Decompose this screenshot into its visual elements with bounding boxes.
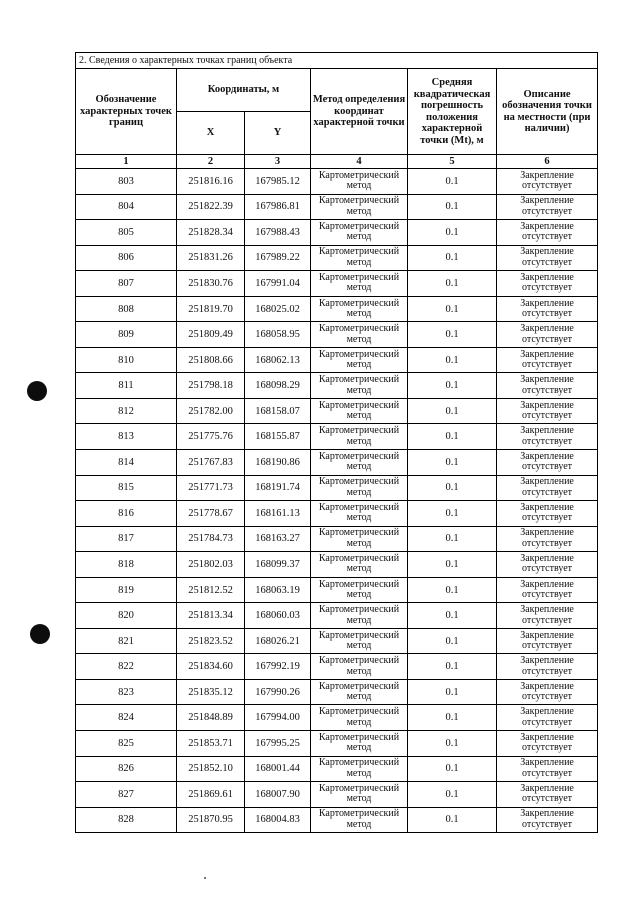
x-coordinate-cell: 251852.10 — [177, 756, 245, 782]
method-cell: Картометрический метод — [311, 603, 408, 629]
method-cell: Картометрический метод — [311, 245, 408, 271]
point-id-cell: 819 — [76, 577, 177, 603]
point-id-cell: 814 — [76, 450, 177, 476]
y-coordinate-cell: 167990.26 — [245, 679, 311, 705]
x-coordinate-cell: 251835.12 — [177, 679, 245, 705]
point-id-cell: 824 — [76, 705, 177, 731]
method-cell: Картометрический метод — [311, 373, 408, 399]
x-coordinate-cell: 251813.34 — [177, 603, 245, 629]
table-row — [76, 271, 598, 297]
y-coordinate-cell: 168191.74 — [245, 475, 311, 501]
header-x: X — [177, 112, 245, 155]
point-id-cell: 815 — [76, 475, 177, 501]
section-title: 2. Сведения о характерных точках границ объекта — [76, 53, 598, 69]
point-id-cell: 805 — [76, 220, 177, 246]
x-coordinate-cell: 251822.39 — [177, 194, 245, 220]
error-cell: 0.1 — [408, 398, 497, 424]
y-coordinate-cell: 167994.00 — [245, 705, 311, 731]
point-id-cell: 810 — [76, 347, 177, 373]
y-coordinate-cell: 168098.29 — [245, 373, 311, 399]
column-number: 3 — [245, 155, 311, 169]
x-coordinate-cell: 251771.73 — [177, 475, 245, 501]
header-error: Средняя квадратическая погрешность положения характерной точки (Mt), м — [408, 69, 497, 155]
table-row — [76, 552, 598, 578]
description-cell: Закрепление отсутствует — [497, 756, 598, 782]
point-id-cell: 823 — [76, 679, 177, 705]
method-cell: Картометрический метод — [311, 194, 408, 220]
point-id-cell: 822 — [76, 654, 177, 680]
table-row — [76, 628, 598, 654]
method-cell: Картометрический метод — [311, 679, 408, 705]
error-cell: 0.1 — [408, 577, 497, 603]
table-row — [76, 475, 598, 501]
method-cell: Картометрический метод — [311, 807, 408, 833]
error-cell: 0.1 — [408, 169, 497, 195]
x-coordinate-cell: 251834.60 — [177, 654, 245, 680]
method-cell: Картометрический метод — [311, 782, 408, 808]
description-cell: Закрепление отсутствует — [497, 271, 598, 297]
error-cell: 0.1 — [408, 475, 497, 501]
table-row — [76, 373, 598, 399]
column-number: 6 — [497, 155, 598, 169]
point-id-cell: 813 — [76, 424, 177, 450]
boundary-points-table — [75, 52, 598, 833]
method-cell: Картометрический метод — [311, 731, 408, 757]
description-cell: Закрепление отсутствует — [497, 603, 598, 629]
description-cell: Закрепление отсутствует — [497, 679, 598, 705]
method-cell: Картометрический метод — [311, 450, 408, 476]
y-coordinate-cell: 168099.37 — [245, 552, 311, 578]
error-cell: 0.1 — [408, 220, 497, 246]
table-row — [76, 731, 598, 757]
description-cell: Закрепление отсутствует — [497, 424, 598, 450]
point-id-cell: 821 — [76, 628, 177, 654]
method-cell: Картометрический метод — [311, 220, 408, 246]
error-cell: 0.1 — [408, 501, 497, 527]
table-row — [76, 705, 598, 731]
point-id-cell: 816 — [76, 501, 177, 527]
header-coordinates: Координаты, м — [177, 69, 311, 112]
description-cell: Закрепление отсутствует — [497, 194, 598, 220]
error-cell: 0.1 — [408, 424, 497, 450]
x-coordinate-cell: 251812.52 — [177, 577, 245, 603]
error-cell: 0.1 — [408, 552, 497, 578]
method-cell: Картометрический метод — [311, 526, 408, 552]
column-number-row — [76, 155, 598, 169]
y-coordinate-cell: 167992.19 — [245, 654, 311, 680]
x-coordinate-cell: 251798.18 — [177, 373, 245, 399]
y-coordinate-cell: 168190.86 — [245, 450, 311, 476]
point-id-cell: 808 — [76, 296, 177, 322]
table-row — [76, 347, 598, 373]
method-cell: Картометрический метод — [311, 756, 408, 782]
error-cell: 0.1 — [408, 782, 497, 808]
x-coordinate-cell: 251778.67 — [177, 501, 245, 527]
y-coordinate-cell: 167989.22 — [245, 245, 311, 271]
y-coordinate-cell: 167988.43 — [245, 220, 311, 246]
error-cell: 0.1 — [408, 296, 497, 322]
point-id-cell: 817 — [76, 526, 177, 552]
error-cell: 0.1 — [408, 679, 497, 705]
description-cell: Закрепление отсутствует — [497, 654, 598, 680]
table-row — [76, 501, 598, 527]
method-cell: Картометрический метод — [311, 577, 408, 603]
method-cell: Картометрический метод — [311, 347, 408, 373]
x-coordinate-cell: 251775.76 — [177, 424, 245, 450]
table-row — [76, 322, 598, 348]
method-cell: Картометрический метод — [311, 552, 408, 578]
table-row — [76, 296, 598, 322]
y-coordinate-cell: 168062.13 — [245, 347, 311, 373]
y-coordinate-cell: 168161.13 — [245, 501, 311, 527]
description-cell: Закрепление отсутствует — [497, 220, 598, 246]
y-coordinate-cell: 168001.44 — [245, 756, 311, 782]
x-coordinate-cell: 251869.61 — [177, 782, 245, 808]
error-cell: 0.1 — [408, 526, 497, 552]
x-coordinate-cell: 251853.71 — [177, 731, 245, 757]
x-coordinate-cell: 251830.76 — [177, 271, 245, 297]
x-coordinate-cell: 251823.52 — [177, 628, 245, 654]
description-cell: Закрепление отсутствует — [497, 398, 598, 424]
header-description: Описание обозначения точки на местности (при наличии) — [497, 69, 598, 155]
column-number: 5 — [408, 155, 497, 169]
x-coordinate-cell: 251828.34 — [177, 220, 245, 246]
table-row — [76, 424, 598, 450]
punch-hole — [30, 624, 50, 644]
error-cell: 0.1 — [408, 373, 497, 399]
method-cell: Картометрический метод — [311, 424, 408, 450]
point-id-cell: 809 — [76, 322, 177, 348]
x-coordinate-cell: 251831.26 — [177, 245, 245, 271]
description-cell: Закрепление отсутствует — [497, 322, 598, 348]
y-coordinate-cell: 167985.12 — [245, 169, 311, 195]
header-designation: Обозначение характерных точек границ — [76, 69, 177, 155]
x-coordinate-cell: 251784.73 — [177, 526, 245, 552]
method-cell: Картометрический метод — [311, 475, 408, 501]
point-id-cell: 828 — [76, 807, 177, 833]
x-coordinate-cell: 251782.00 — [177, 398, 245, 424]
description-cell: Закрепление отсутствует — [497, 552, 598, 578]
column-number: 2 — [177, 155, 245, 169]
table-row — [76, 194, 598, 220]
table-row — [76, 398, 598, 424]
method-cell: Картометрический метод — [311, 322, 408, 348]
method-cell: Картометрический метод — [311, 296, 408, 322]
y-coordinate-cell: 167986.81 — [245, 194, 311, 220]
description-cell: Закрепление отсутствует — [497, 577, 598, 603]
error-cell: 0.1 — [408, 271, 497, 297]
method-cell: Картометрический метод — [311, 169, 408, 195]
description-cell: Закрепление отсутствует — [497, 169, 598, 195]
error-cell: 0.1 — [408, 194, 497, 220]
y-coordinate-cell: 168163.27 — [245, 526, 311, 552]
x-coordinate-cell: 251802.03 — [177, 552, 245, 578]
method-cell: Картометрический метод — [311, 501, 408, 527]
error-cell: 0.1 — [408, 347, 497, 373]
description-cell: Закрепление отсутствует — [497, 501, 598, 527]
y-coordinate-cell: 168155.87 — [245, 424, 311, 450]
point-id-cell: 803 — [76, 169, 177, 195]
x-coordinate-cell: 251809.49 — [177, 322, 245, 348]
error-cell: 0.1 — [408, 705, 497, 731]
point-id-cell: 818 — [76, 552, 177, 578]
error-cell: 0.1 — [408, 245, 497, 271]
error-cell: 0.1 — [408, 731, 497, 757]
point-id-cell: 826 — [76, 756, 177, 782]
table-row — [76, 679, 598, 705]
x-coordinate-cell: 251819.70 — [177, 296, 245, 322]
table-row — [76, 526, 598, 552]
error-cell: 0.1 — [408, 628, 497, 654]
method-cell: Картометрический метод — [311, 628, 408, 654]
y-coordinate-cell: 168004.83 — [245, 807, 311, 833]
table-row — [76, 603, 598, 629]
description-cell: Закрепление отсутствует — [497, 807, 598, 833]
error-cell: 0.1 — [408, 807, 497, 833]
point-id-cell: 804 — [76, 194, 177, 220]
error-cell: 0.1 — [408, 654, 497, 680]
punch-hole — [27, 381, 47, 401]
table-row — [76, 245, 598, 271]
header-y: Y — [245, 112, 311, 155]
y-coordinate-cell: 167991.04 — [245, 271, 311, 297]
table-row — [76, 654, 598, 680]
table-row — [76, 577, 598, 603]
y-coordinate-cell: 168060.03 — [245, 603, 311, 629]
error-cell: 0.1 — [408, 450, 497, 476]
x-coordinate-cell: 251767.83 — [177, 450, 245, 476]
error-cell: 0.1 — [408, 756, 497, 782]
description-cell: Закрепление отсутствует — [497, 731, 598, 757]
column-number: 4 — [311, 155, 408, 169]
column-number: 1 — [76, 155, 177, 169]
point-id-cell: 807 — [76, 271, 177, 297]
y-coordinate-cell: 168026.21 — [245, 628, 311, 654]
description-cell: Закрепление отсутствует — [497, 296, 598, 322]
point-id-cell: 820 — [76, 603, 177, 629]
method-cell: Картометрический метод — [311, 705, 408, 731]
description-cell: Закрепление отсутствует — [497, 450, 598, 476]
error-cell: 0.1 — [408, 322, 497, 348]
x-coordinate-cell: 251808.66 — [177, 347, 245, 373]
y-coordinate-cell: 168058.95 — [245, 322, 311, 348]
y-coordinate-cell: 168158.07 — [245, 398, 311, 424]
x-coordinate-cell: 251848.89 — [177, 705, 245, 731]
table-row — [76, 450, 598, 476]
error-cell: 0.1 — [408, 603, 497, 629]
point-id-cell: 811 — [76, 373, 177, 399]
table-row — [76, 782, 598, 808]
x-coordinate-cell: 251870.95 — [177, 807, 245, 833]
method-cell: Картометрический метод — [311, 271, 408, 297]
description-cell: Закрепление отсутствует — [497, 705, 598, 731]
description-cell: Закрепление отсутствует — [497, 628, 598, 654]
description-cell: Закрепление отсутствует — [497, 245, 598, 271]
method-cell: Картометрический метод — [311, 654, 408, 680]
description-cell: Закрепление отсутствует — [497, 782, 598, 808]
y-coordinate-cell: 168007.90 — [245, 782, 311, 808]
y-coordinate-cell: 168025.02 — [245, 296, 311, 322]
point-id-cell: 827 — [76, 782, 177, 808]
table-row — [76, 220, 598, 246]
y-coordinate-cell: 167995.25 — [245, 731, 311, 757]
method-cell: Картометрический метод — [311, 398, 408, 424]
table-row — [76, 807, 598, 833]
header-method: Метод определения координат характерной точки — [311, 69, 408, 155]
description-cell: Закрепление отсутствует — [497, 347, 598, 373]
description-cell: Закрепление отсутствует — [497, 526, 598, 552]
x-coordinate-cell: 251816.16 — [177, 169, 245, 195]
table-row — [76, 756, 598, 782]
point-id-cell: 812 — [76, 398, 177, 424]
point-id-cell: 806 — [76, 245, 177, 271]
y-coordinate-cell: 168063.19 — [245, 577, 311, 603]
description-cell: Закрепление отсутствует — [497, 373, 598, 399]
point-id-cell: 825 — [76, 731, 177, 757]
description-cell: Закрепление отсутствует — [497, 475, 598, 501]
scan-speck — [204, 877, 206, 879]
table-row — [76, 169, 598, 195]
